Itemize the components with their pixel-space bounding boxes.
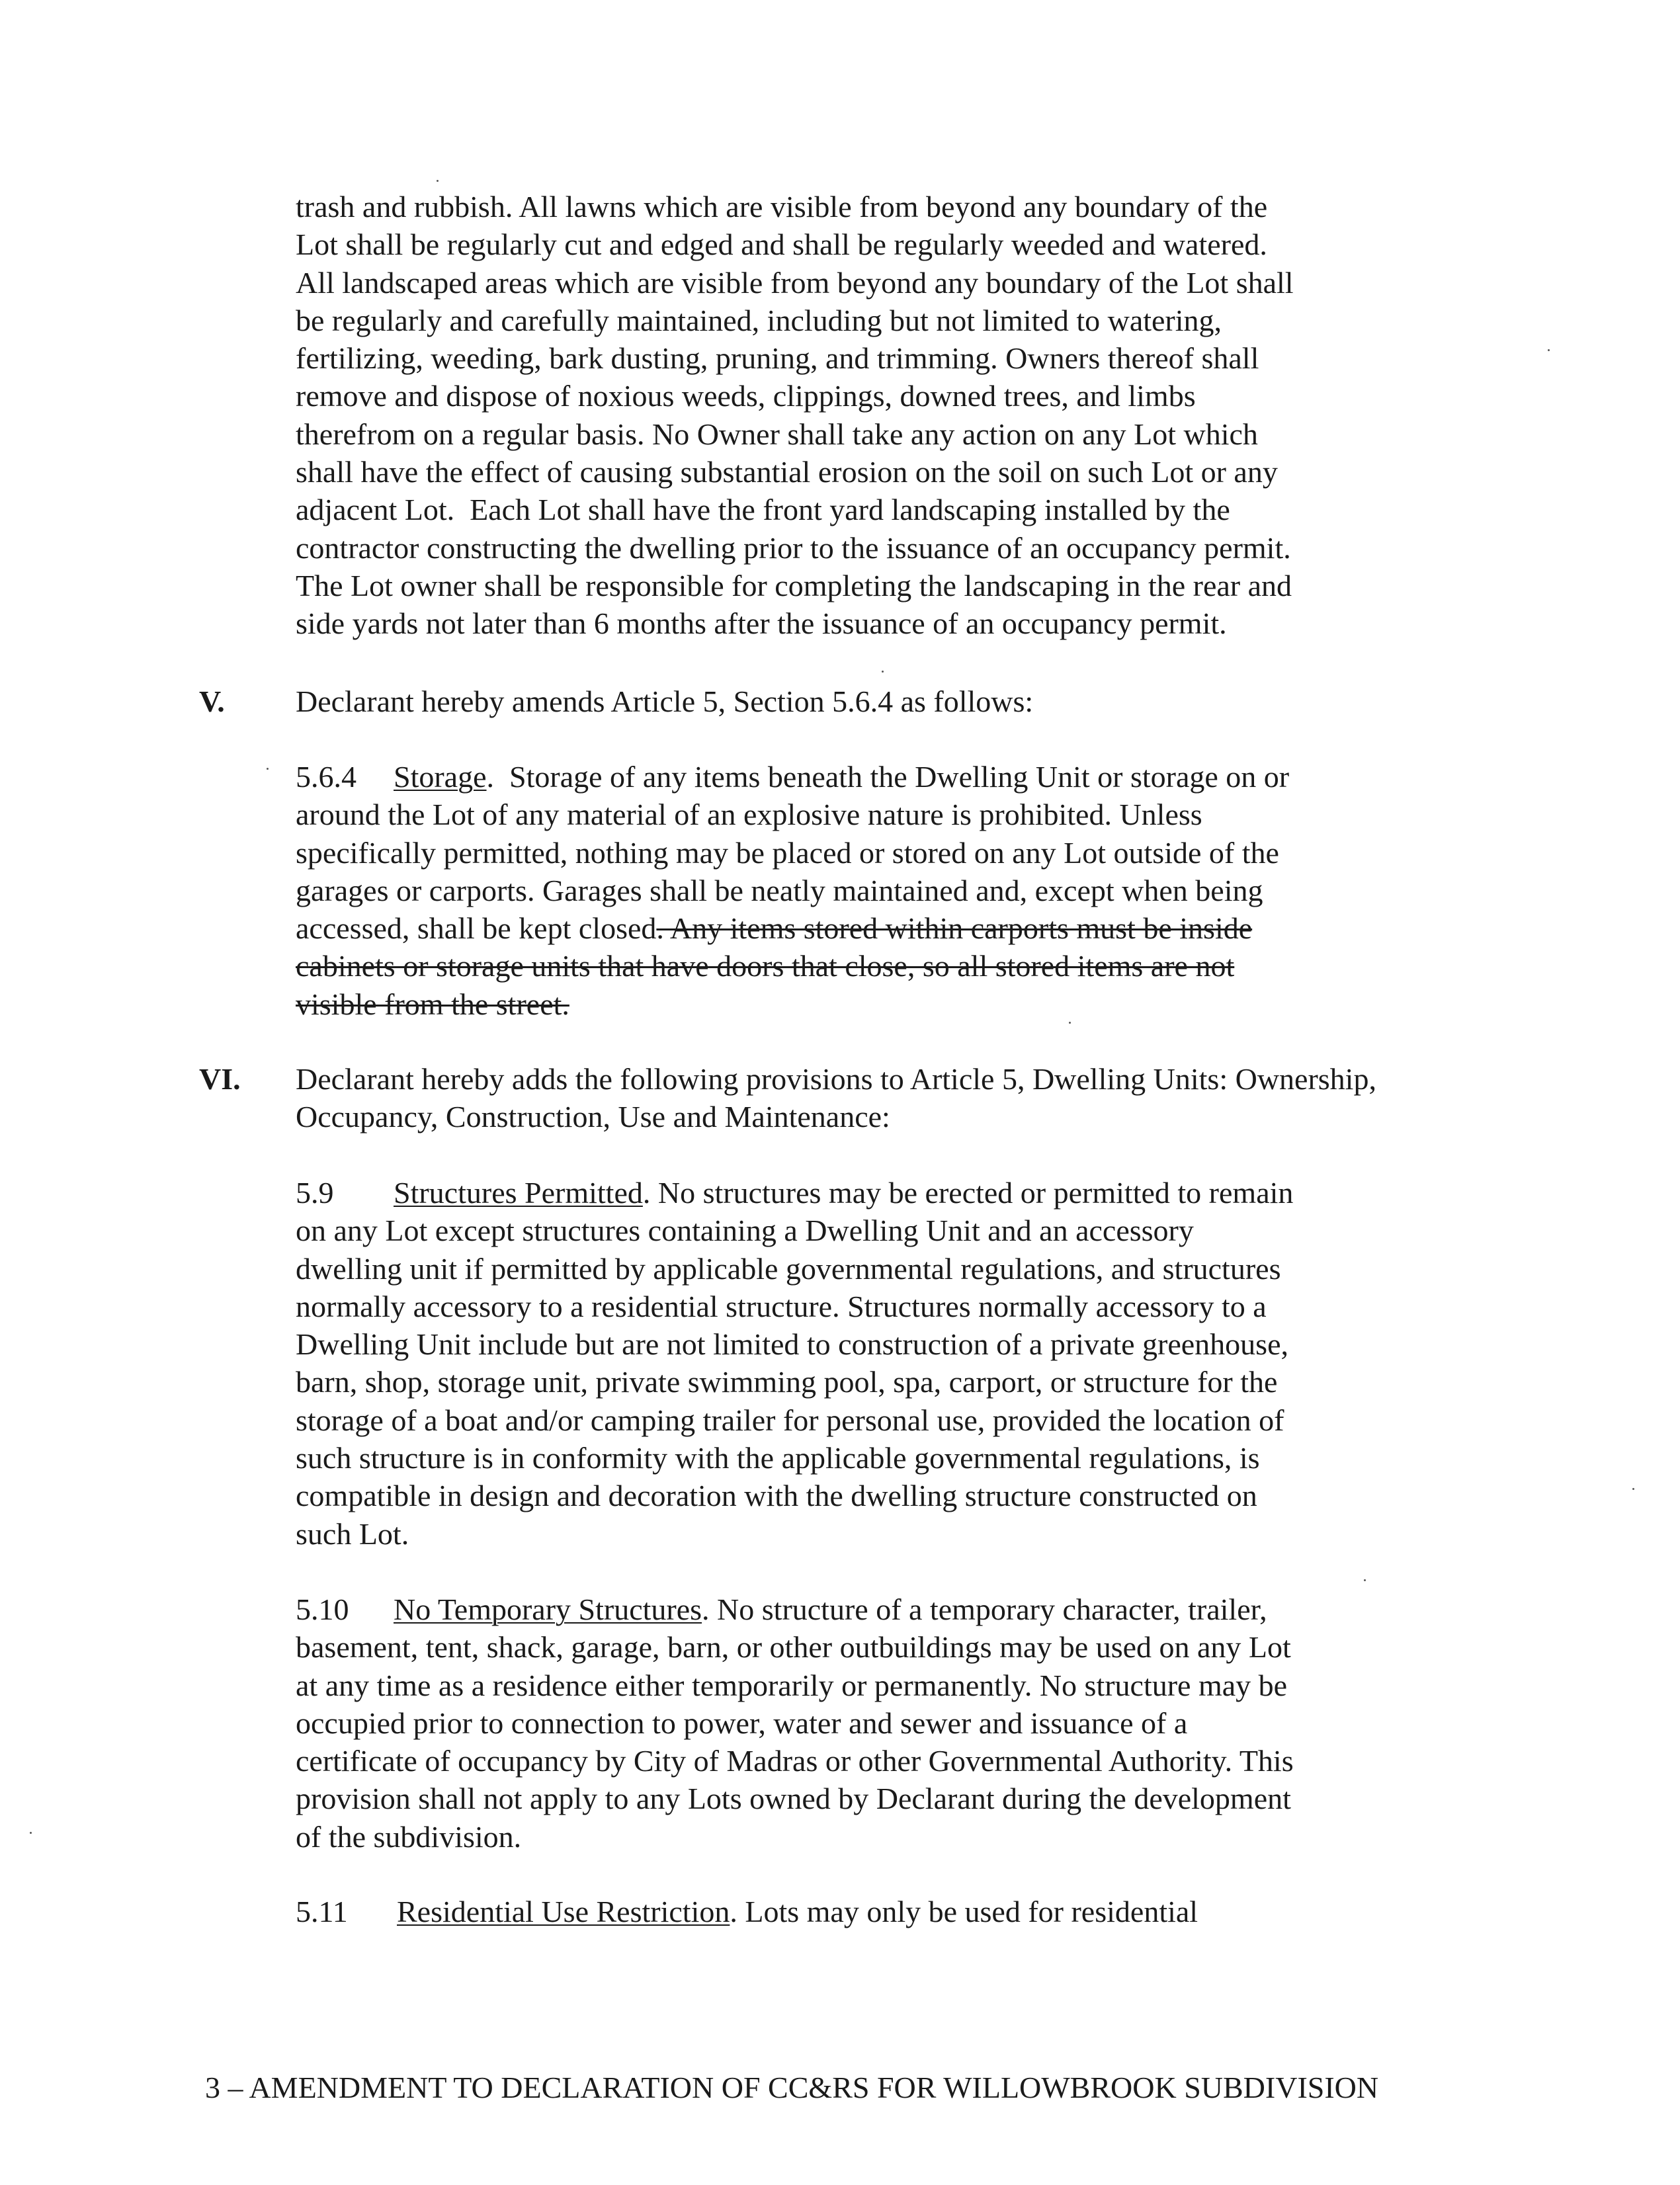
text-line: [296, 1590, 1433, 1628]
text-line: such structure is in conformity with the applicable governmental regulations, is: [296, 1441, 1260, 1475]
section-5-11: [296, 1893, 1433, 1930]
text-line: [296, 1174, 1433, 1212]
text-line: [296, 1893, 1433, 1930]
text-line: therefrom on a regular basis. No Owner shall take any action on any Lot which: [296, 417, 1258, 451]
section-text: . No structures may be erected or permitted to remain: [642, 1176, 1294, 1210]
scan-speck: [882, 671, 884, 673]
section-number: 5.9: [296, 1176, 334, 1210]
section-5-9: [296, 1174, 1433, 1553]
text-line: contractor constructing the dwelling prior to the issuance of an occupancy permit.: [296, 530, 1291, 565]
section-heading: No Temporary Structures: [394, 1592, 702, 1626]
text-line: be regularly and carefully maintained, including but not limited to watering,: [296, 303, 1222, 337]
text-line: fertilizing, weeding, bark dusting, pruning, and trimming. Owners thereof shall: [296, 341, 1259, 376]
section-text: . No structure of a temporary character, trailer,: [702, 1592, 1267, 1626]
text-line: All landscaped areas which are visible from beyond any boundary of the Lot shall: [296, 265, 1294, 300]
text-line: normally accessory to a residential structure. Structures normally accessory to a: [296, 1289, 1267, 1323]
text-line: Occupancy, Construction, Use and Maintenance:: [296, 1100, 890, 1134]
text-line: garages or carports. Garages shall be neatly maintained and, except when being: [296, 873, 1263, 907]
text-line: on any Lot except structures containing a Dwelling Unit and an accessory: [296, 1214, 1194, 1248]
scan-speck: [1364, 1579, 1366, 1581]
section-vi-numeral: VI.: [199, 1062, 241, 1096]
text-line: basement, tent, shack, garage, barn, or other outbuildings may be used on any Lot: [296, 1630, 1291, 1665]
section-5-10: [296, 1590, 1433, 1856]
text-line: remove and dispose of noxious weeds, clippings, downed trees, and limbs: [296, 379, 1196, 413]
section-text: . Storage of any items beneath the Dwelling Unit or storage on or: [486, 760, 1290, 794]
retained-text: accessed, shall be kept closed: [296, 911, 657, 946]
text-line: Lot shall be regularly cut and edged and shall be regularly weeded and watered.: [296, 227, 1267, 262]
text-line: dwelling unit if permitted by applicable governmental regulations, and structures: [296, 1251, 1281, 1286]
text-line: around the Lot of any material of an explosive nature is prohibited. Unless: [296, 798, 1202, 832]
scan-speck: [437, 180, 439, 182]
text-line: of the subdivision.: [296, 1819, 522, 1854]
section-5-6-4: [296, 758, 1433, 1023]
text-line: The Lot owner shall be responsible for completing the landscaping in the rear and: [296, 568, 1292, 602]
section-number: 5.6.4: [296, 760, 357, 794]
text-line: [296, 909, 1433, 947]
scan-speck: [30, 1832, 32, 1834]
text-line: side yards not later than 6 months after the issuance of an occupancy permit.: [296, 606, 1227, 641]
text-line: barn, shop, storage unit, private swimming pool, spa, carport, or structure for the: [296, 1365, 1278, 1399]
scan-speck: [267, 768, 269, 770]
text-line: at any time as a residence either temporarily or permanently. No structure may be: [296, 1668, 1288, 1702]
section-vi-intro: [296, 1060, 1433, 1136]
text-line: compatible in design and decoration with the dwelling structure constructed on: [296, 1479, 1257, 1513]
text-line: such Lot.: [296, 1516, 409, 1551]
section-number: 5.11: [296, 1895, 348, 1928]
text-line: Declarant hereby adds the following provisions to Article 5, Dwelling Units: Ownership,: [296, 1062, 1376, 1096]
section-heading: Storage: [394, 760, 487, 794]
text-line: shall have the effect of causing substantial erosion on the soil on such Lot or any: [296, 455, 1278, 489]
deleted-text: . Any items stored within carports must be inside: [656, 911, 1253, 946]
text-line: specifically permitted, nothing may be placed or stored on any Lot outside of the: [296, 835, 1279, 870]
text-line: adjacent Lot. Each Lot shall have the front yard landscaping installed by the: [296, 493, 1230, 527]
deleted-text-line: visible from the street.: [296, 987, 569, 1021]
section-v-intro: [296, 682, 1433, 720]
page-footer: 3 – AMENDMENT TO DECLARATION OF CC&RS FOR WILLOWBROOK SUBDIVISION: [205, 2071, 1379, 2104]
section-heading: Structures Permitted: [394, 1176, 643, 1210]
scan-speck: [1548, 349, 1550, 351]
section-v-numeral: V.: [199, 684, 225, 718]
scan-speck: [1069, 1022, 1071, 1024]
section-heading: Residential Use Restriction: [397, 1895, 730, 1928]
scan-speck: [1632, 1488, 1634, 1490]
text-line: Dwelling Unit include but are not limited to construction of a private greenhouse,: [296, 1327, 1288, 1362]
text-line: Declarant hereby amends Article 5, Section 5.6.4 as follows:: [296, 684, 1034, 718]
text-line: trash and rubbish. All lawns which are visible from beyond any boundary of the: [296, 190, 1268, 224]
text-line: occupied prior to connection to power, water and sewer and issuance of a: [296, 1706, 1188, 1740]
text-line: storage of a boat and/or camping trailer for personal use, provided the location of: [296, 1403, 1284, 1437]
text-line: certificate of occupancy by City of Madras or other Governmental Authority. This: [296, 1744, 1294, 1778]
text-line: [296, 758, 1433, 796]
section-number: 5.10: [296, 1592, 349, 1626]
continuation-paragraph: [296, 188, 1433, 643]
section-text: . Lots may only be used for residential: [730, 1895, 1198, 1928]
text-line: provision shall not apply to any Lots owned by Declarant during the development: [296, 1782, 1291, 1816]
deleted-text-line: cabinets or storage units that have doors that close, so all stored items are not: [296, 949, 1235, 983]
